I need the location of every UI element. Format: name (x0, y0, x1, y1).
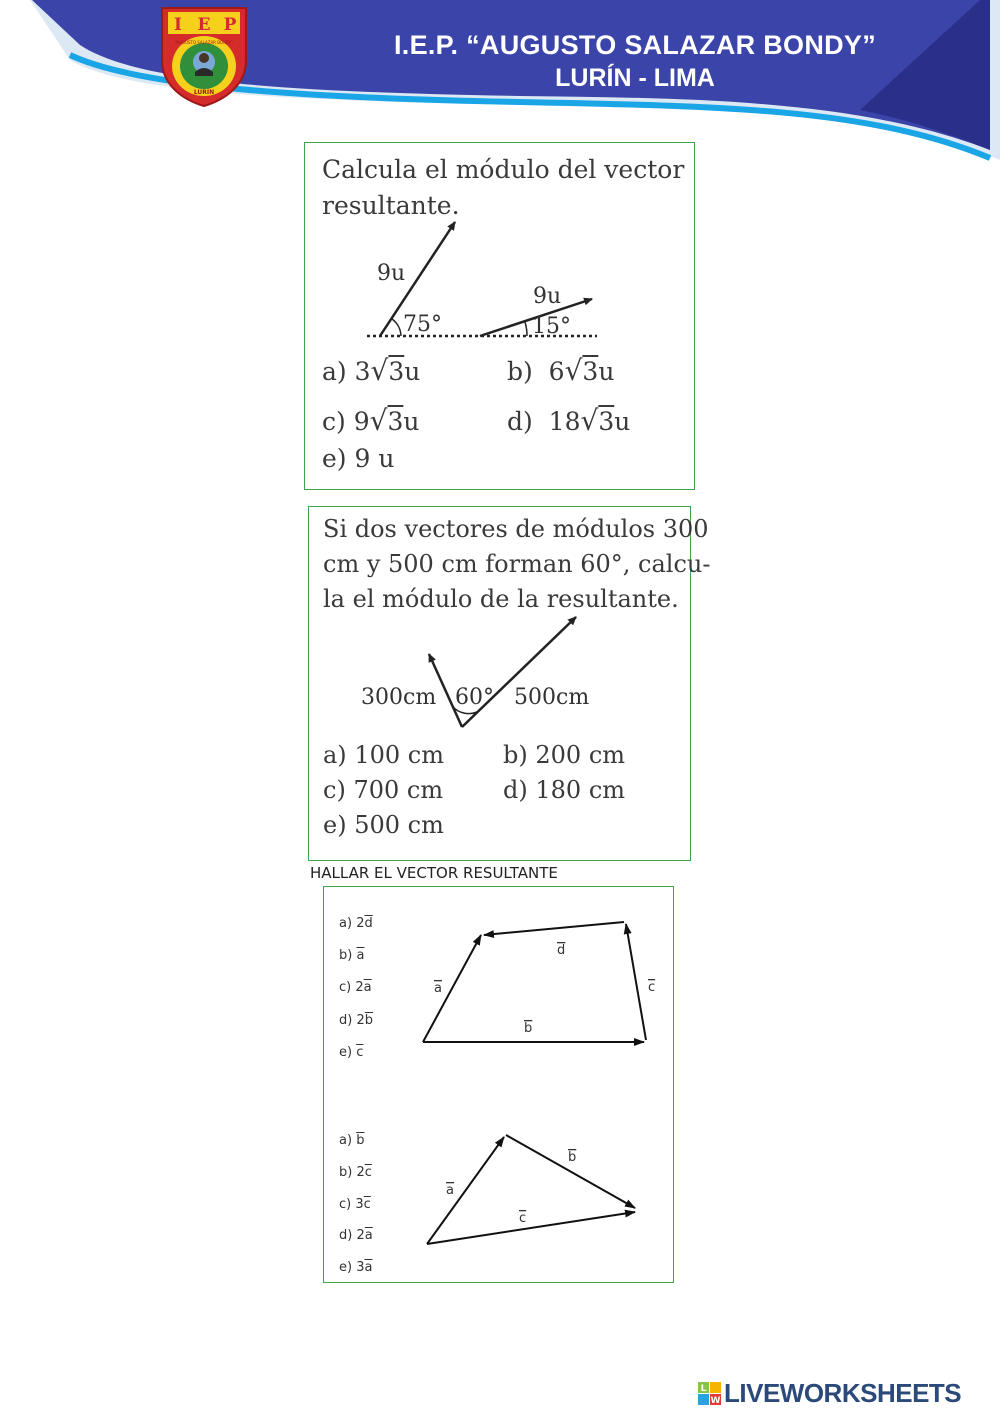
logo-place: LURÍN (193, 89, 215, 96)
school-logo (158, 4, 250, 108)
q1-v2-angle: 15° (532, 314, 571, 339)
q2-v1-label: 300cm (361, 685, 437, 710)
school-name: I.E.P. “AUGUSTO SALAZAR BONDY” (393, 30, 877, 60)
badge-letter-w: W (710, 1396, 721, 1406)
q3-part2-diagram (324, 1120, 672, 1260)
liveworksheets-badge-icon (698, 1382, 722, 1406)
q2-prompt-line-1: Si dos vectores de módulos 300 (323, 515, 709, 543)
liveworksheets-brand[interactable]: LIVEWORKSHEETS (724, 1378, 962, 1408)
q2-prompt-line-3: la el módulo de la resultante. (323, 585, 679, 613)
q2-angle-label: 60° (455, 685, 494, 710)
q2-vector-2 (462, 617, 576, 727)
q3-p2-vector-b (506, 1135, 635, 1208)
q3-p1-vector-a (423, 935, 481, 1042)
logo-letter-p: P (223, 15, 237, 35)
q2-option-a[interactable]: a) 100 cm (323, 741, 444, 769)
q1-option-e[interactable]: e) 9 u (322, 444, 395, 473)
q1-v2-label: 9u (533, 284, 562, 309)
logo-motto: “AUGUSTO SALAZAR BONDY” (174, 40, 234, 45)
q3-part1-option-e[interactable]: e) $\overline{c}$ (339, 1045, 364, 1060)
q3-part2-option-b[interactable]: b) $2\overline{c}$ (339, 1165, 372, 1180)
q1-diagram (305, 215, 693, 345)
q1-v1-angle: 75° (403, 312, 442, 337)
q3-part2-option-d[interactable]: d) $2\overline{a}$ (339, 1228, 373, 1243)
q3-p2-vector-a (427, 1137, 504, 1244)
q1-option-c[interactable]: c) 9√3u (322, 404, 420, 437)
school-location: LURÍN - LIMA (555, 64, 715, 92)
q1-option-a[interactable]: a) 3√3u (322, 354, 421, 387)
q3-part1-option-a[interactable]: a) $2\overline{d}$ (339, 916, 373, 931)
badge-letter-l: L (700, 1384, 707, 1394)
logo-letter-i: I (174, 15, 182, 35)
q3-p1-vector-d (484, 922, 624, 935)
q3-part1-option-c[interactable]: c) $2\overline{a}$ (339, 980, 372, 995)
q2-option-b[interactable]: b) 200 cm (503, 741, 626, 769)
q3-p2-label-a: a (446, 1183, 454, 1198)
q1-option-b[interactable]: b) 6√3u (507, 354, 615, 387)
q3-part2-option-a[interactable]: a) $\overline{b}$ (339, 1133, 365, 1148)
q3-p1-label-b: b (524, 1021, 533, 1036)
q3-part1-option-b[interactable]: b) $\overline{a}$ (339, 948, 365, 963)
q3-heading: HALLAR EL VECTOR RESULTANTE (310, 864, 558, 882)
q3-p1-vector-c (626, 924, 646, 1040)
q3-part2-option-c[interactable]: c) $3\overline{c}$ (339, 1197, 371, 1212)
q2-prompt-line-2: cm y 500 cm forman 60°, calcu- (323, 550, 711, 578)
q2-option-d[interactable]: d) 180 cm (503, 776, 626, 804)
q1-option-d[interactable]: d) 18√3u (507, 404, 631, 437)
logo-letter-e: E (197, 15, 211, 35)
q3-p1-label-a: a (434, 981, 442, 996)
q3-p1-label-c: c (648, 980, 656, 995)
q3-p2-label-b: b (568, 1150, 577, 1165)
q2-option-e[interactable]: e) 500 cm (323, 811, 444, 839)
q3-part1-option-d[interactable]: d) $2\overline{b}$ (339, 1013, 374, 1028)
q3-part2-option-e[interactable]: e) $3\overline{a}$ (339, 1260, 373, 1275)
q2-option-c[interactable]: c) 700 cm (323, 776, 444, 804)
q1-v1-label: 9u (377, 261, 406, 286)
q3-part1-diagram (324, 900, 672, 1060)
q1-prompt: Calcula el módulo del vector resultante. (322, 155, 685, 220)
q3-p1-label-d: d (557, 943, 566, 958)
q2-diagram (309, 610, 689, 735)
q3-p2-label-c: c (519, 1211, 527, 1226)
q3-p2-vector-c (427, 1212, 635, 1244)
q2-v2-label: 500cm (514, 685, 590, 710)
